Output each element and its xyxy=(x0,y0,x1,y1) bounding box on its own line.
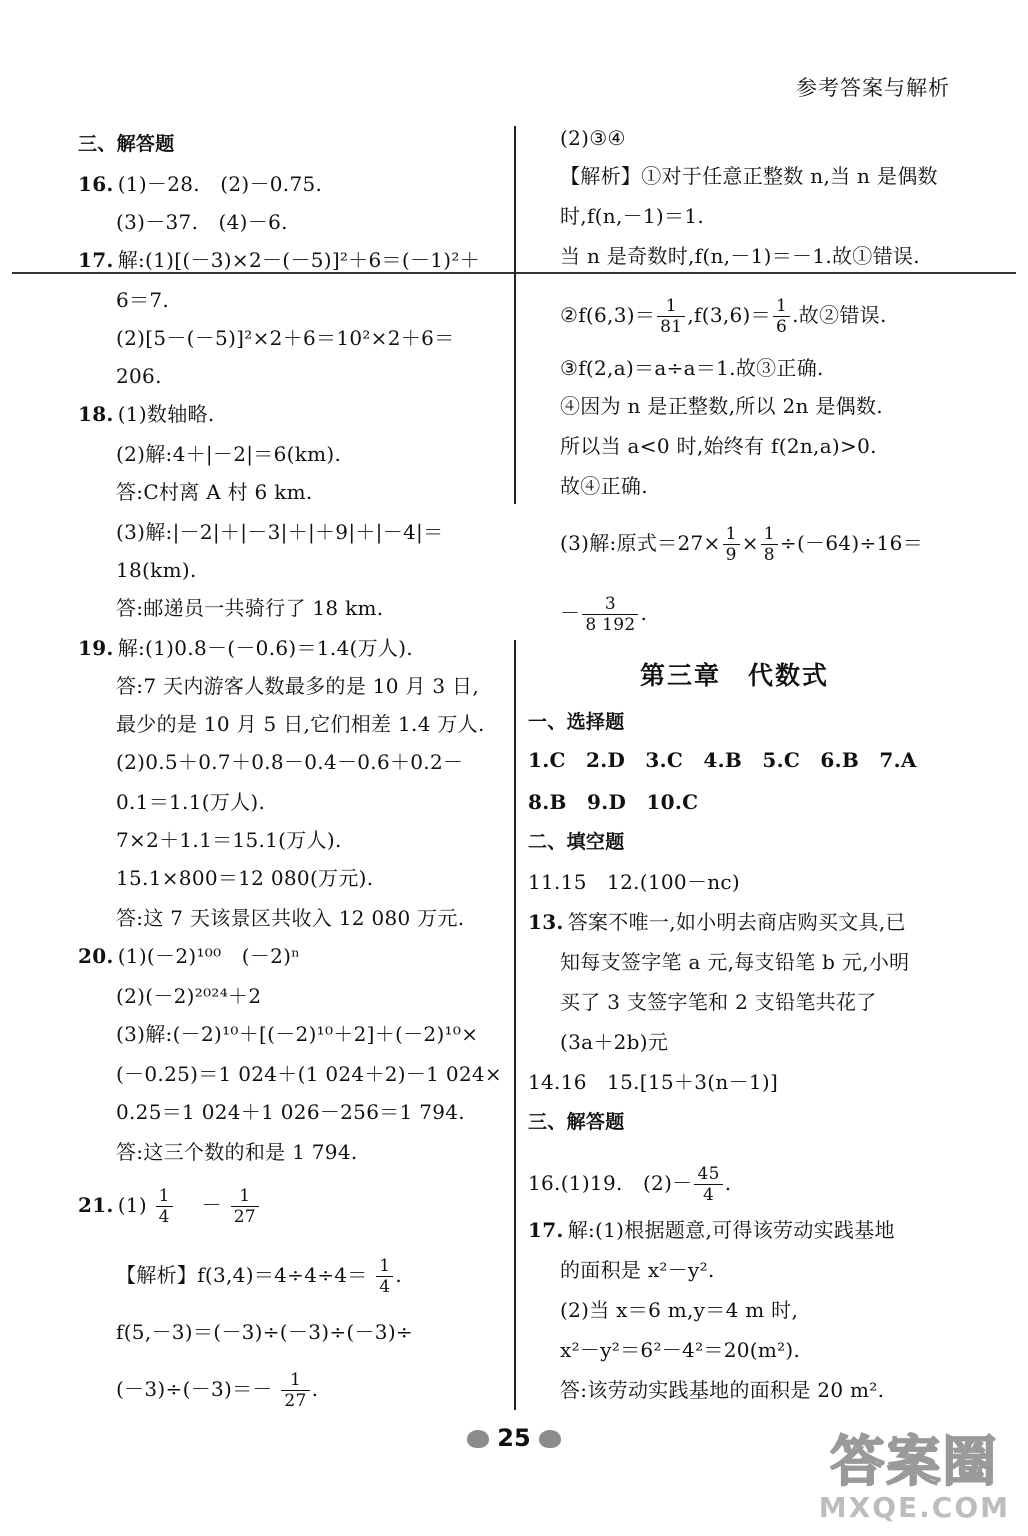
fill-answers-2: 14.16 15.[15＋3(n－1)] xyxy=(528,1070,779,1094)
frac-den: 81 xyxy=(660,317,683,337)
fraction-one-quarter-2 xyxy=(376,1256,393,1297)
q20-text-1: (1)(－2)¹⁰⁰ (－2)ⁿ xyxy=(117,944,301,968)
q17-number: 17. xyxy=(78,248,114,272)
frac-num: 45 xyxy=(694,1164,722,1185)
frac-den: 4 xyxy=(703,1185,715,1205)
r-line-2: 【解析】①对于任意正整数 n,当 n 是偶数 xyxy=(560,164,938,188)
leaf-ornament-icon xyxy=(467,1430,489,1448)
frac-num: 1 xyxy=(761,524,778,545)
r-line-3: 时,f(n,－1)＝1. xyxy=(560,204,705,228)
chapter-title: 第三章 代数式 xyxy=(640,661,830,690)
q16r-line xyxy=(528,1164,731,1205)
r-line-4: 当 n 是奇数时,f(n,－1)＝－1.故①错误. xyxy=(560,244,920,268)
frac-den: 9 xyxy=(725,545,737,565)
q18-number: 18. xyxy=(78,402,114,426)
q13-line-3: 买了 3 支签字笔和 2 支铅笔共花了 xyxy=(560,990,877,1014)
frac-num: 1 xyxy=(773,296,790,317)
section-heading-fill-in: 二、填空题 xyxy=(528,831,625,853)
frac-num: 1 xyxy=(657,296,685,317)
q17-text-1: 解:(1)[(－3)×2－(－5)]²＋6＝(－1)²＋ xyxy=(117,248,481,272)
q17r-text-1: 解:(1)根据题意,可得该劳动实践基地 xyxy=(567,1218,895,1242)
r-text-5c: .故②错误. xyxy=(792,303,887,327)
frac-den: 4 xyxy=(379,1277,391,1297)
q17r-line-5: 答:该劳动实践基地的面积是 20 m². xyxy=(560,1378,885,1402)
q21-separator: － xyxy=(181,1193,223,1217)
q19-line-5: 0.1＝1.1(万人). xyxy=(116,790,266,814)
r-text-5a: ②f(6,3)＝ xyxy=(560,303,656,327)
frac-den: 4 xyxy=(158,1207,170,1227)
r-line-6: ③f(2,a)＝a÷a＝1.故③正确. xyxy=(560,356,824,380)
q18-line-1 xyxy=(78,402,215,426)
q13-text-1: 答案不唯一,如小明去商店购买文具,已 xyxy=(567,910,906,934)
q18-line-6: 答:邮递员一共骑行了 18 km. xyxy=(116,596,384,620)
fraction-one-quarter xyxy=(156,1186,173,1227)
q13-line-2: 知每支签字笔 a 元,每支铅笔 b 元,小明 xyxy=(560,950,910,974)
q17-line-1 xyxy=(78,248,480,272)
r-line-1: (2)③④ xyxy=(560,126,626,150)
r-text-10a: (3)解:原式＝27× xyxy=(560,531,721,555)
q18-line-4: (3)解:|－2|＋|－3|＋|＋9|＋|－4|＝ xyxy=(116,520,444,544)
q18-text-1: (1)数轴略. xyxy=(117,402,215,426)
q19-line-2: 答:7 天内游客人数最多的是 10 月 3 日, xyxy=(116,674,479,698)
q19-number: 19. xyxy=(78,636,114,660)
r-line-5 xyxy=(560,296,887,337)
r-text-5b: ,f(3,6)＝ xyxy=(687,303,771,327)
q18-line-5: 18(km). xyxy=(116,558,197,582)
q20-line-6: 答:这三个数的和是 1 794. xyxy=(116,1140,358,1164)
frac-num: 1 xyxy=(231,1186,259,1207)
section-heading-answers-2: 三、解答题 xyxy=(528,1111,625,1133)
site-watermark xyxy=(818,1430,1010,1524)
q21-line-1 xyxy=(78,1186,261,1227)
fraction-one-27th xyxy=(231,1186,259,1227)
q20-line-2: (2)(－2)²⁰²⁴＋2 xyxy=(116,984,262,1008)
frac-num: 1 xyxy=(281,1370,309,1391)
r-text-10b: × xyxy=(741,531,759,555)
q13-line-1 xyxy=(528,910,906,934)
section-heading-multiple-choice: 一、选择题 xyxy=(528,711,625,733)
q20-line-5: 0.25＝1 024＋1 026－256＝1 794. xyxy=(116,1100,465,1124)
leaf-ornament-icon xyxy=(539,1430,561,1448)
fraction-one-27th-2 xyxy=(281,1370,309,1411)
frac-den: 27 xyxy=(233,1207,256,1227)
q19-line-3: 最少的是 10 月 5 日,它们相差 1.4 万人. xyxy=(116,712,485,736)
q16-line-1 xyxy=(78,172,322,196)
q13-number: 13. xyxy=(528,910,564,934)
frac-num: 3 xyxy=(582,594,638,615)
q17r-line-1 xyxy=(528,1218,895,1242)
q17-line-2: 6＝7. xyxy=(116,288,170,312)
q19-text-1: 解:(1)0.8－(－0.6)＝1.4(万人). xyxy=(117,636,413,660)
q19-line-8: 答:这 7 天该景区共收入 12 080 万元. xyxy=(116,906,465,930)
q21-line-2 xyxy=(116,1256,402,1297)
mc-answers-2: 8.B 9.D 10.C xyxy=(528,790,699,814)
r-line-11 xyxy=(560,594,647,635)
watermark-logo-text: 答案圈 xyxy=(830,1430,999,1493)
q13-line-4: (3a＋2b)元 xyxy=(560,1030,669,1054)
q20-number: 20. xyxy=(78,944,114,968)
frac-den: 6 xyxy=(775,317,788,337)
q19-line-1 xyxy=(78,636,413,660)
fraction-one-sixth xyxy=(773,296,790,337)
q21-line-3: f(5,－3)＝(－3)÷(－3)÷(－3)÷ xyxy=(116,1320,413,1344)
q17r-line-2: 的面积是 x²－y². xyxy=(560,1258,715,1282)
period: . xyxy=(724,1171,732,1195)
column-divider-top xyxy=(514,126,516,272)
q21-line-4 xyxy=(116,1370,318,1411)
mc-answers-1: 1.C 2.D 3.C 4.B 5.C 6.B 7.A xyxy=(528,748,917,772)
minus-sign: － xyxy=(560,601,581,625)
section-heading-answers: 三、解答题 xyxy=(78,133,175,155)
column-divider-bottom xyxy=(514,640,516,1410)
q21-analysis-1: 【解析】f(3,4)＝4÷4÷4＝ xyxy=(116,1263,368,1287)
r-line-8: 所以当 a<0 时,始终有 f(2n,a)>0. xyxy=(560,434,877,458)
q16-text-1: (1)－28. (2)－0.75. xyxy=(117,172,323,196)
q16-number: 16. xyxy=(78,172,114,196)
q19-line-7: 15.1×800＝12 080(万元). xyxy=(116,866,374,890)
q19-line-6: 7×2＋1.1＝15.1(万人). xyxy=(116,828,342,852)
q21-analysis-3: (－3)÷(－3)＝－ xyxy=(116,1377,273,1401)
frac-den: 27 xyxy=(284,1391,307,1411)
q17-line-3: (2)[5－(－5)]²×2＋6＝10²×2＋6＝ xyxy=(116,326,455,350)
r-line-7: ④因为 n 是正整数,所以 2n 是偶数. xyxy=(560,394,883,418)
q21-part-label: (1) xyxy=(117,1193,147,1217)
q18-line-2: (2)解:4＋|－2|＝6(km). xyxy=(116,442,342,466)
frac-num: 1 xyxy=(376,1256,393,1277)
q16-line-2: (3)－37. (4)－6. xyxy=(116,210,288,234)
watermark-url: MXQE.COM xyxy=(818,1491,1010,1524)
column-divider-mid xyxy=(514,272,516,504)
r-text-10c: ÷(－64)÷16＝ xyxy=(779,531,923,555)
fraction-one-81st xyxy=(657,296,685,337)
frac-num: 1 xyxy=(156,1186,173,1207)
running-header: 参考答案与解析 xyxy=(796,76,950,100)
frac-num: 1 xyxy=(723,524,740,545)
q17r-line-3: (2)当 x＝6 m,y＝4 m 时, xyxy=(560,1298,799,1322)
fraction-one-ninth xyxy=(723,524,740,565)
q21-number: 21. xyxy=(78,1193,114,1217)
page-number: 25 xyxy=(497,1424,531,1452)
q17r-line-4: x²－y²＝6²－4²＝20(m²). xyxy=(560,1338,801,1362)
period: . xyxy=(311,1377,319,1401)
q19-line-4: (2)0.5＋0.7＋0.8－0.4－0.6＋0.2－ xyxy=(116,750,464,774)
r-line-9: 故④正确. xyxy=(560,474,648,498)
period: . xyxy=(395,1263,403,1287)
fraction-3-over-8192 xyxy=(582,594,638,635)
frac-den: 8 192 xyxy=(585,615,636,635)
q16r-text: 16.(1)19. (2)－ xyxy=(528,1171,693,1195)
q20-line-3: (3)解:(－2)¹⁰＋[(－2)¹⁰＋2]＋(－2)¹⁰× xyxy=(116,1022,479,1046)
frac-den: 8 xyxy=(763,545,775,565)
period: . xyxy=(640,601,648,625)
fraction-one-eighth xyxy=(761,524,778,565)
q18-line-3: 答:C村离 A 村 6 km. xyxy=(116,480,313,504)
q17r-number: 17. xyxy=(528,1218,564,1242)
r-line-10 xyxy=(560,524,923,565)
q17-line-4: 206. xyxy=(116,364,162,388)
q20-line-4: (－0.25)＝1 024＋(1 024＋2)－1 024× xyxy=(116,1062,502,1086)
fraction-45-over-4 xyxy=(694,1164,722,1205)
fill-answers-1: 11.15 12.(100－nc) xyxy=(528,870,741,894)
q20-line-1 xyxy=(78,944,300,968)
